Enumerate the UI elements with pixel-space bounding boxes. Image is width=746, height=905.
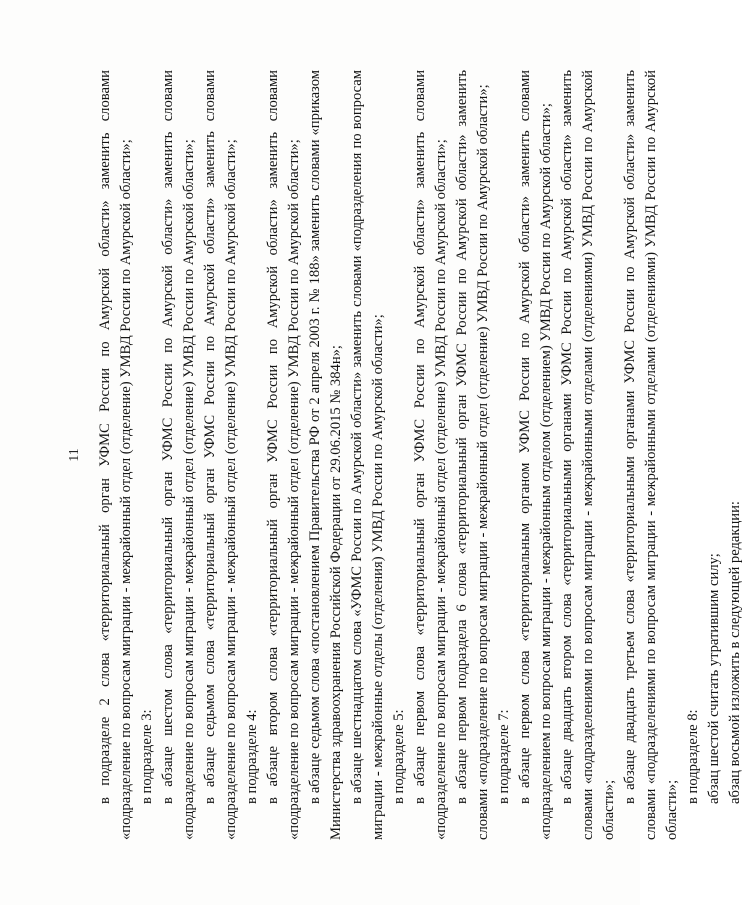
paragraph: абзац восьмой изложить в следующей редакции: bbox=[727, 501, 743, 804]
paragraph: в абзаце первом слова «территориальный орган УФМС России по Амурской области» заменить словами «подразделение по вопросам миграции - межрайонный отдел (отделение) УМВД России по Амурской области»; bbox=[412, 70, 449, 840]
paragraph: в подразделе 8: bbox=[685, 709, 701, 804]
paragraph: в абзаце двадцать втором слова «территориальными органами УФМС России по Амурской области» заменить словами «подразделениями по вопросам миграции - межрайонными отделами (отделениями) УМВД России по Амурской области»; bbox=[559, 70, 617, 840]
paragraph: в абзаце двадцать третьем слова «территориальными органами УФМС России по Амурской области» заменить словами «подразделениями по вопросам миграции - межрайонными отделами (отделениями) УМВД России по Амурской области»; bbox=[622, 70, 680, 840]
paragraph: в абзаце первом слова «территориальным органом УФМС России по Амурской области» заменить словами «подразделением по вопросам миграции - межрайонным отделом (отделением) УМВД России по Амурской области»; bbox=[517, 70, 554, 840]
paragraph: в подразделе 4: bbox=[244, 709, 260, 804]
paragraph: в подразделе 7: bbox=[496, 709, 512, 804]
paragraph: в подразделе 2 слова «территориальный орган УФМС России по Амурской области» заменить словами «подразделение по вопросам миграции - межрайонный отдел (отделение) УМВД России по Амурской области»; bbox=[97, 70, 134, 840]
rotated-content bbox=[55, 70, 743, 840]
paragraph: в абзаце седьмом слова «территориальный орган УФМС России по Амурской области» заменить словами «подразделение по вопросам миграции - межрайонный отдел (отделение) УМВД России по Амурской области»; bbox=[202, 70, 239, 840]
paragraph: в абзаце седьмом слова «постановлением Правительства РФ от 2 апреля 2003 г. № 188» заменить словами «приказом Министерства здравоохранения Российской Федерации от 29.06.2015 № 384н»; bbox=[307, 70, 344, 840]
paragraph: абзац шестой считать утратившим силу; bbox=[706, 553, 722, 804]
page-number: 11 bbox=[67, 448, 82, 462]
document-body bbox=[95, 70, 746, 840]
paragraph: в подразделе 5: bbox=[391, 709, 407, 804]
paragraph: в абзаце шестнадцатом слова «УФМС России по Амурской области» заменить словами «подразделения по вопросам миграции - межрайонные отделы (отделения) УМВД России по Амурской области»; bbox=[349, 70, 386, 840]
paragraph: в абзаце шестом слова «территориальный орган УФМС России по Амурской области» заменить словами «подразделение по вопросам миграции - межрайонный отдел (отделение) УМВД России по Амурской области»; bbox=[160, 70, 197, 840]
paragraph: в абзаце втором слова «территориальный орган УФМС России по Амурской области» заменить словами «подразделение по вопросам миграции - межрайонный отдел (отделение) УМВД России по Амурской области»; bbox=[265, 70, 302, 840]
paragraph: в абзаце первом подраздела 6 слова «территориальный орган УФМС России по Амурской области» заменить словами «подразделение по вопросам миграции - межрайонный отдел (отделение) УМВД России по Амурской области»; bbox=[454, 70, 491, 840]
paragraph: в подразделе 3: bbox=[139, 709, 155, 804]
